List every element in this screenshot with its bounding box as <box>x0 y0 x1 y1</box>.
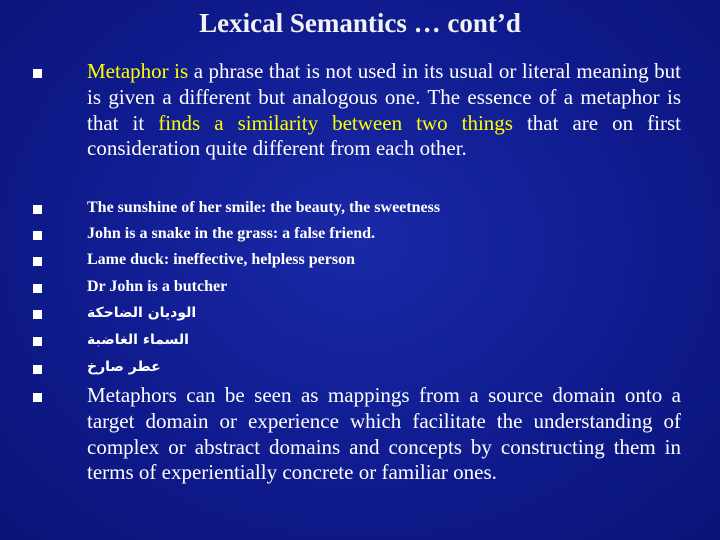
example-item: John is a snake in the grass: a false friend. <box>87 225 376 242</box>
bullet-example-7 <box>33 365 42 374</box>
bullet-example-4 <box>33 284 42 293</box>
example-item-arabic: عطر صارخ <box>87 359 161 375</box>
bullet-example-3 <box>33 257 42 266</box>
metaphor-definition <box>87 59 681 162</box>
bullet-definition <box>33 69 42 78</box>
metaphor-mapping-paragraph: Metaphors can be seen as mappings from a source domain onto a target domain or experience which facilitate the understanding of complex or abstract domains and concepts by constructing them in terms of experientially concrete or familiar ones. <box>87 383 681 485</box>
bullet-example-5 <box>33 310 42 319</box>
bullet-example-6 <box>33 337 42 346</box>
slide-title: Lexical Semantics … cont’d <box>199 8 521 38</box>
definition-text-1: a phrase that is not used in its usual or literal meaning but is given a different but analogous one. The essence of a metaphor is that it <box>87 59 681 135</box>
example-item-arabic: السماء الغاضبة <box>87 332 189 348</box>
bullet-example-2 <box>33 231 42 240</box>
definition-term: Metaphor is <box>87 59 189 83</box>
example-item: Lame duck: ineffective, helpless person <box>87 251 355 268</box>
definition-highlight: finds a similarity between two things <box>158 110 513 135</box>
example-item-arabic: الوديان الضاحكة <box>87 305 197 321</box>
bullet-closing <box>33 393 42 402</box>
bullet-example-1 <box>33 205 42 214</box>
example-item: Dr John is a butcher <box>87 278 228 295</box>
example-item: The sunshine of her smile: the beauty, the sweetness <box>87 199 441 216</box>
definition-text-2: that are on first consideration quite different from each other. <box>87 110 681 161</box>
